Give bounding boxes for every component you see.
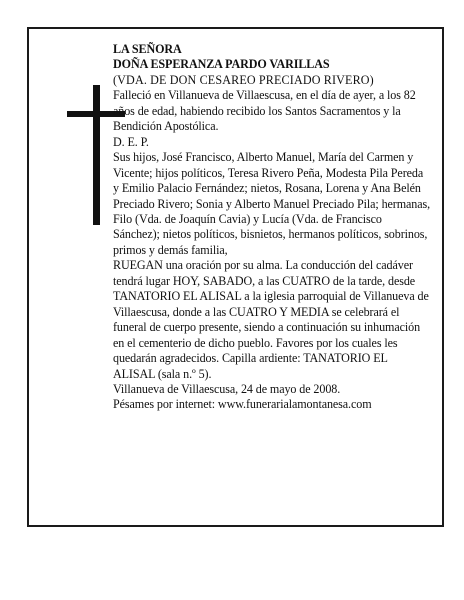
family-paragraph: Sus hijos, José Francisco, Alberto Manuel, María del Carmen y Vicente; hijos políticos, Teresa Rivero Peña, Modesta Pila Pereda y Emilio Palacio Fernández; nietos, Rosana, Lorena y Ana Belén Preciado Rivero; Sonia y Alberto Manuel Preciado Pila; hermanas, Filo (Vda. de Joaquín Cavia) y Lucía (Vda. de Francisco Sánchez); nietos políticos, bisnietos, hermanos políticos, sobrinos, primos y demás familia,: [113, 150, 431, 257]
dep-line: D. E. P.: [113, 134, 149, 149]
death-paragraph: Falleció en Villanueva de Villaescusa, en el día de ayer, a los 82 años de edad, habiendo recibido los Santos Sacramentos y la Bendición Apostólica.: [113, 88, 416, 134]
place-date-line: Villanueva de Villaescusa, 24 de mayo de 2008.: [113, 381, 341, 396]
request-paragraph: RUEGAN una oración por su alma. La conducción del cadáver tendrá lugar HOY, SABADO, a las CUATRO de la tarde, desde TANATORIO EL ALISAL a la iglesia parroquial de Villanueva de Villaescusa, donde a las CUATRO Y MEDIA se celebrará el funeral de cuerpo presente, siendo a continuación su inhumación en el cementerio de dicho pueblo. Favores por los cuales les quedarán agradecidos. Capilla ardiente: TANATORIO EL ALISAL (sala n.º 5).: [113, 258, 429, 381]
cross-icon: [93, 85, 100, 225]
widow-line: (VDA. DE DON CESAREO PRECIADO RIVERO): [113, 72, 374, 87]
heading-title: LA SEÑORA: [113, 42, 182, 56]
obituary-text: [113, 42, 431, 413]
deceased-name: DOÑA ESPERANZA PARDO VARILLAS: [113, 57, 330, 72]
condolences-line: Pésames por internet: www.funerarialamontanesa.com: [113, 397, 372, 412]
